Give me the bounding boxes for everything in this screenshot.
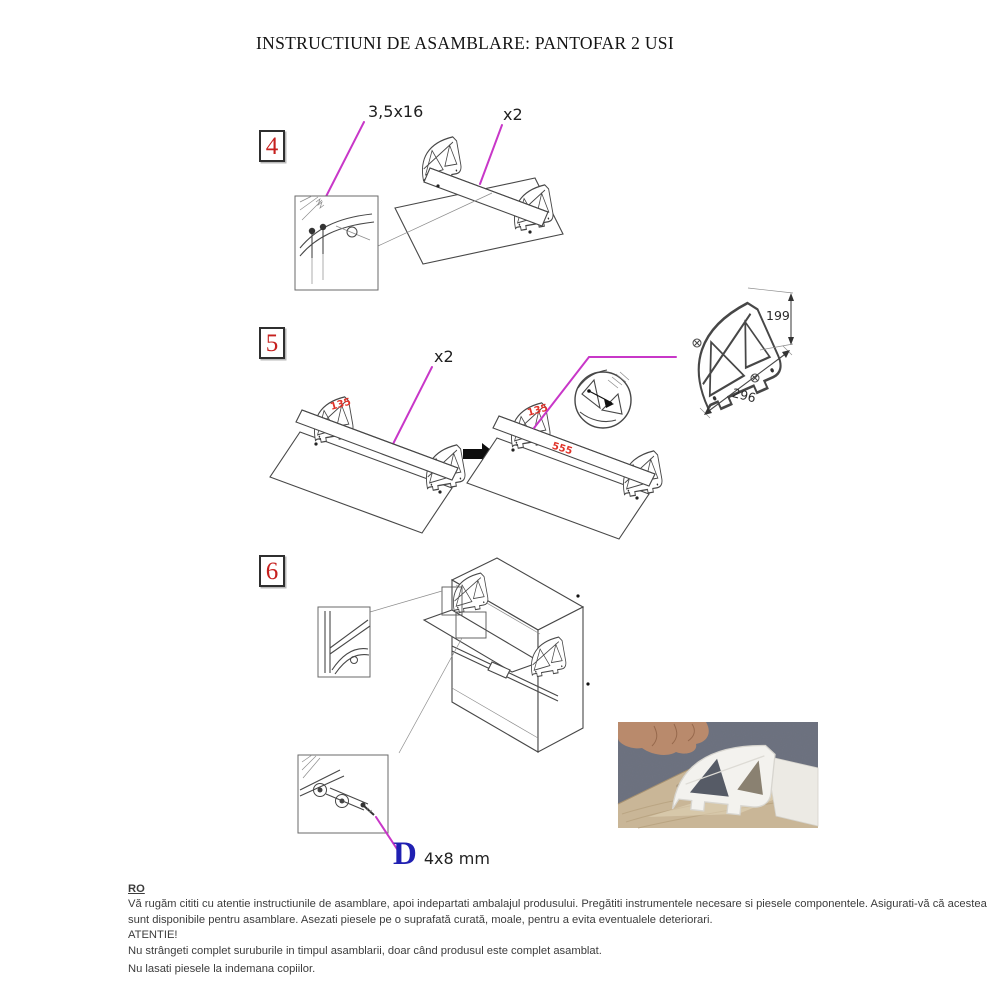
dim-199-label: 199 [766,308,790,323]
bracket-part-diagram [676,288,794,418]
door-assembly-before [270,396,467,533]
assembly-photo [618,722,818,828]
step-6-diagram [298,558,590,849]
dim-296-label: 296 [730,385,758,406]
hardware-label [393,838,490,871]
footer-line: ATENTIE! [128,929,178,942]
door-assembly-after [467,402,664,539]
step-4-diagram [295,102,563,290]
page-title: INSTRUCTIUNI DE ASAMBLARE: PANTOFAR 2 USI [256,33,674,53]
dim-135-left: 135 [329,396,353,413]
footer-lang-label: RO [128,883,145,895]
step-5-qty-label: x2 [434,347,454,366]
cabinet-drawing [424,558,590,752]
footer-instructions [128,882,990,977]
step-6-detail-box-hinge [318,607,370,677]
footer-line: sunt disponibile pentru asamblare. Asezati piesele pe o suprafată curată, moale, pentru a evita eventualele deteriorari. [128,913,713,926]
screw-size-label: 3,5x16 [368,102,424,121]
door-assembly-step4 [395,136,563,264]
step-5-diagram [270,288,794,539]
hardware-size: 4x8 mm [423,849,490,868]
step-6-detail-box-screw [298,755,388,833]
step-6-number: 6 [265,557,279,585]
leader-line-qty [480,125,502,184]
step-4-number: 4 [265,132,279,160]
step-5-number: 5 [265,329,279,357]
hardware-letter: D [393,836,417,872]
detail-leader-top [370,591,442,612]
leader-line-qty-step5 [392,367,432,446]
dim-135-right: 135 [526,402,550,419]
step-4-detail-box [295,196,378,290]
magnifier-circle [575,370,631,428]
footer-line: Nu lasati piesele la indemana copiilor. [128,963,316,976]
footer-line: Vă rugăm cititi cu atentie instructiunile de asamblare, apoi indepartati ambalajul produsului. Pregătiti instrumentele necesare si piesele componentele. Asigurati-vă că acestea [128,898,987,911]
step-4-qty-label: x2 [503,105,523,124]
dim-555: 555 [550,440,574,458]
footer-line: Nu strângeti complet suruburile in timpul asamblarii, doar când produsul este complet asamblat. [128,944,602,957]
